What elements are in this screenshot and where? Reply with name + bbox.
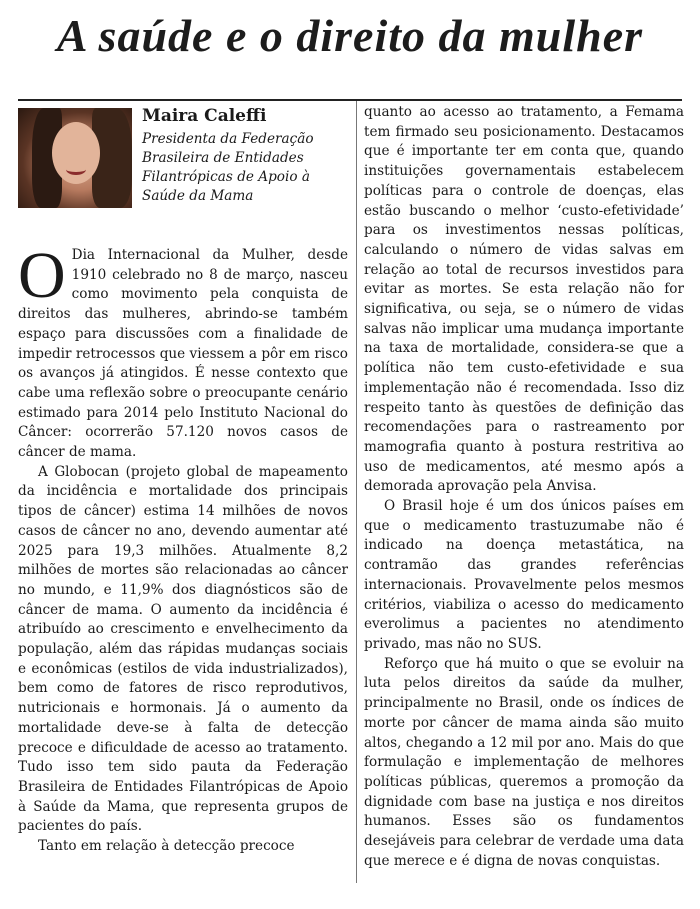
paragraph: Reforço que há muito o que se evoluir na luta pelos direitos da saúde da mulher, principalmente no Brasil, onde os índices de morte por câncer de mama ainda são muito altos, chegando a 12 mil por ano. Mais do que formulação e implementação de melhores políticas públicas, queremos a promoção da dignidade com base na justiça e nos direitos humanos. Esses são os fundamentos desejáveis para celebrar de verdade uma data que merece e é digna de novas conquistas. (364, 655, 684, 869)
headline: A saúde e o direito da mulher (56, 10, 644, 61)
column-divider (356, 101, 357, 883)
paragraph: O Brasil hoje é um dos únicos países em que o medicamento trastuzumabe não é indicado na doença metastática, na contramão das grandes referências internacionais. Provavelmente pelos mesmos critérios, viabiliza o acesso do medicamento everolimus a pacientes no atendimento privado, mas não no SUS. (364, 498, 684, 652)
author-box (18, 108, 348, 218)
header-rule (18, 99, 682, 101)
author-name: Maira Caleffi (142, 106, 267, 126)
paragraph: A Globocan (projeto global de mapeamento da incidência e mortalidade dos principais tipos de câncer) estima 14 milhões de novos casos de câncer no ano, devendo aumentar até 2025 para 19,3 milhões. Atualmente 8,2 milhões de mortes são relacionadas ao câncer no mundo, e 11,9% dos diagnósticos são de câncer de mama. O aumento da incidência é atribuído ao crescimento e envelhecimento da população, além das rápidas mudanças sociais e econômicas (estilos de vida industrializados), bem como de fatores de risco reprodutivos, nutricionais e hormonais. Já o aumento da mortalidade deve-se à falta de detecção precoce e dificuldade de acesso ao tratamento. Tudo isso tem sido pauta da Federação Brasileira de Entidades Filantrópicas de Apoio à Saúde da Mama, que representa grupos de pacientes do país. (18, 463, 348, 835)
paragraph: quanto ao acesso ao tratamento, a Femama tem firmado seu posicionamento. Destacamos que é importante ter em conta que, quando instituições governamentais estabelecem políticas para o controle de doenças, elas estão buscando o melhor ‘custo-efetividade’ para os investimentos nessas políticas, calculando o número de vidas salvas em relação ao total de recursos investidos para evitar as mortes. Se esta relação não for significativa, ou seja, se o número de vidas salvas não implicar uma mudança importante na taxa de mortalidade, considera-se que a política não tem custo-efetividade e sua implementação não é recomendada. Isso diz respeito tanto às questões de definição das recomendações para o rastreamento por mamografia quanto à postura restritiva ao uso de medicamentos, até mesmo após a demorada aprovação pela Anvisa. (364, 104, 684, 495)
paragraph (18, 239, 348, 463)
author-title: Presidenta da Federação Brasileira de Entidades Filantrópicas de Apoio à Saúde da Mama (142, 131, 314, 204)
author-photo (18, 108, 132, 208)
paragraph-text: Dia Internacional da Mulher, desde 1910 celebrado no 8 de março, nasceu como movimento pela conquista de direitos das mulheres, abrindo-se também espaço para discussões com a finalidade de impedir retrocessos que viessem a pôr em risco os avanços já atingidos. É nesse contexto que cabe uma reflexão sobre o preocupante cenário estimado para 2014 pelo Instituto Nacional do Câncer: ocorrerão 57.120 novos casos de câncer de mama. (18, 247, 348, 461)
right-column (364, 103, 684, 871)
left-column (18, 239, 348, 857)
paragraph: Tanto em relação à detecção precoce (38, 838, 295, 855)
drop-cap: O (18, 239, 66, 312)
